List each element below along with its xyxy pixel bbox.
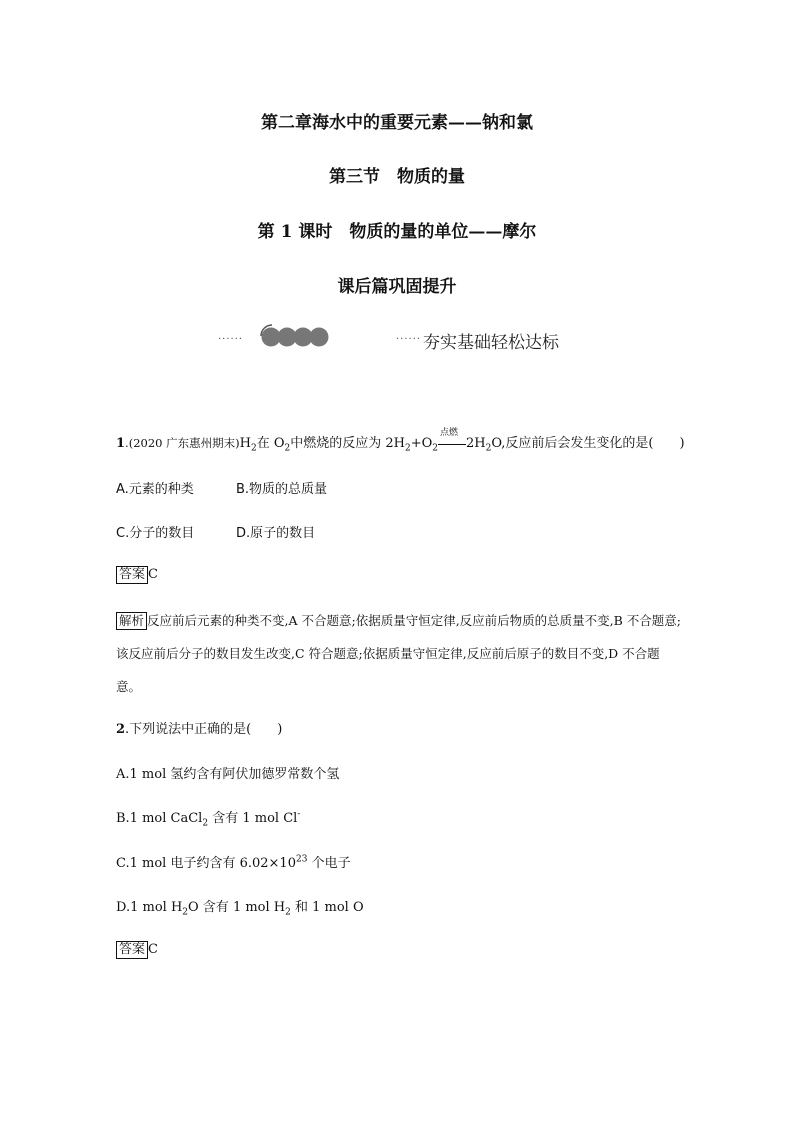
exercise-title: 课后篇巩固提升 [337,277,457,297]
reaction-arrow: 点燃 [438,437,466,451]
answer-value: C [148,942,158,957]
answer-value: C [148,567,158,582]
question-1-answer [116,566,158,584]
question-2-stem: 2.下列说法中正确的是( ) [116,722,283,737]
question-1-stem: 1.(2020 广东惠州期末)$H_2$在 $O_2$中燃烧的反应为 $2H_2+O_2$ 点燃 $2H_2O$,反应前后会发生变化的是( ) [116,427,685,454]
question-2-option-b: B.1 mol CaCl$_2$ 含有 1 mol Cl- [116,809,301,829]
banner-text: 夯实基础轻松达标 [423,333,559,353]
banner-circles-icon [253,322,333,350]
section-title: 第三节 物质的量 [329,167,465,187]
question-1-analysis [116,604,682,703]
question-2-option-a: A.1 mol 氢约含有阿伏加德罗常数个氢 [116,767,340,782]
question-2-answer [116,941,158,959]
question-1-option-a: A.元素的种类 [116,482,194,497]
question-1-option-c: C.分子的数目 [116,526,195,541]
answer-label: 答案 [116,566,148,584]
question-2-option-d: D.1 mol $H_2O$ 含有 1 mol $H_2$ 和 1 mol O [116,900,364,918]
banner-dots-right: ······ [396,334,422,345]
chapter-title: 第二章海水中的重要元素——钠和氯 [261,113,533,133]
banner-dots-left: ······ [218,334,244,345]
lesson-title: 第 1 课时 物质的量的单位——摩尔 [257,222,537,242]
question-1-option-b: B.物质的总质量 [236,482,328,497]
analysis-label: 解析 [116,612,147,630]
question-2-option-c: C.1 mol 电子约含有 $6.02\times 10^{23}$ 个电子 [116,854,351,871]
analysis-text: 反应前后元素的种类不变,A 不合题意;依据质量守恒定律,反应前后物质的总质量不变,B 不合题意;该反应前后分子的数目发生改变,C 符合题意;依据质量守恒定律,反应前后原子的数目不变,D 不合题意。 [116,613,682,694]
section-banner [218,322,598,352]
question-1-option-d: D.原子的数目 [236,526,316,541]
answer-label: 答案 [116,941,148,959]
